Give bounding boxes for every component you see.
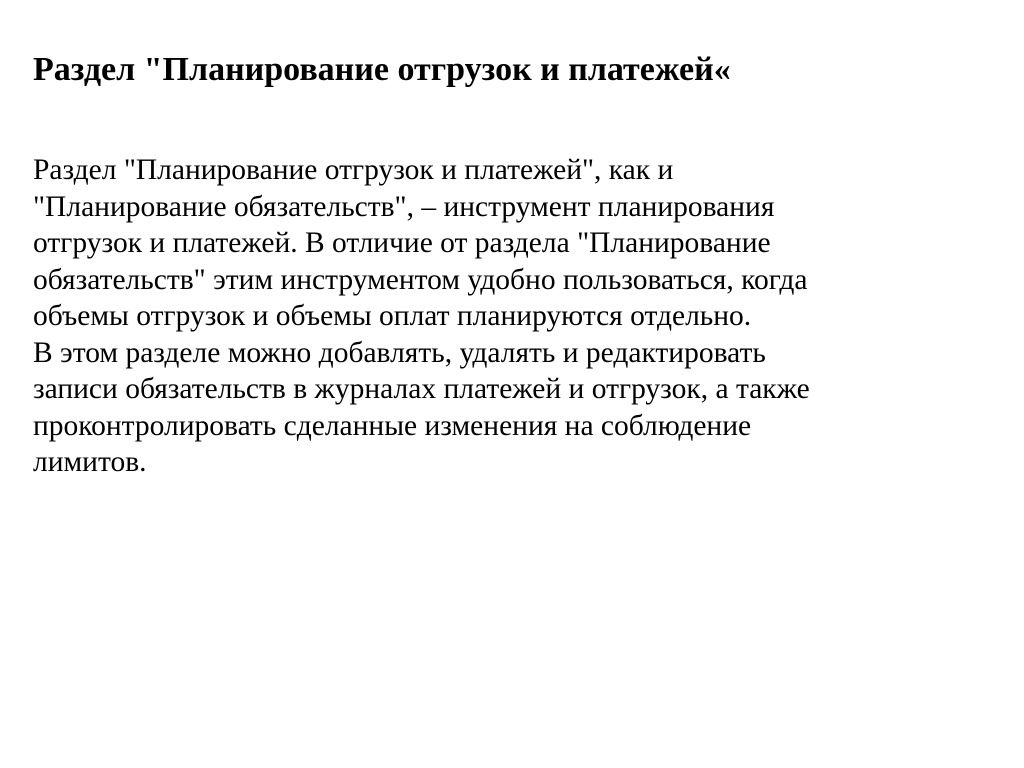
paragraph-1: Раздел "Планирование отгрузок и платежей", как и "Планирование обязательств", – инструмент планирования отгрузок и платежей. В отличие от раздела "Планирование обязательств" этим инструментом удобно пользоваться, когда объемы отгрузок и объемы оплат планируются отдельно. — [33, 154, 808, 332]
slide-title: Раздел "Планирование отгрузок и платежей« — [33, 51, 731, 88]
slide-body — [33, 152, 993, 481]
paragraph-2: В этом разделе можно добавлять, удалять и редактировать записи обязательств в журналах платежей и отгрузок, а также проконтролировать сделанные изменения на соблюдение лимитов. — [33, 336, 810, 478]
